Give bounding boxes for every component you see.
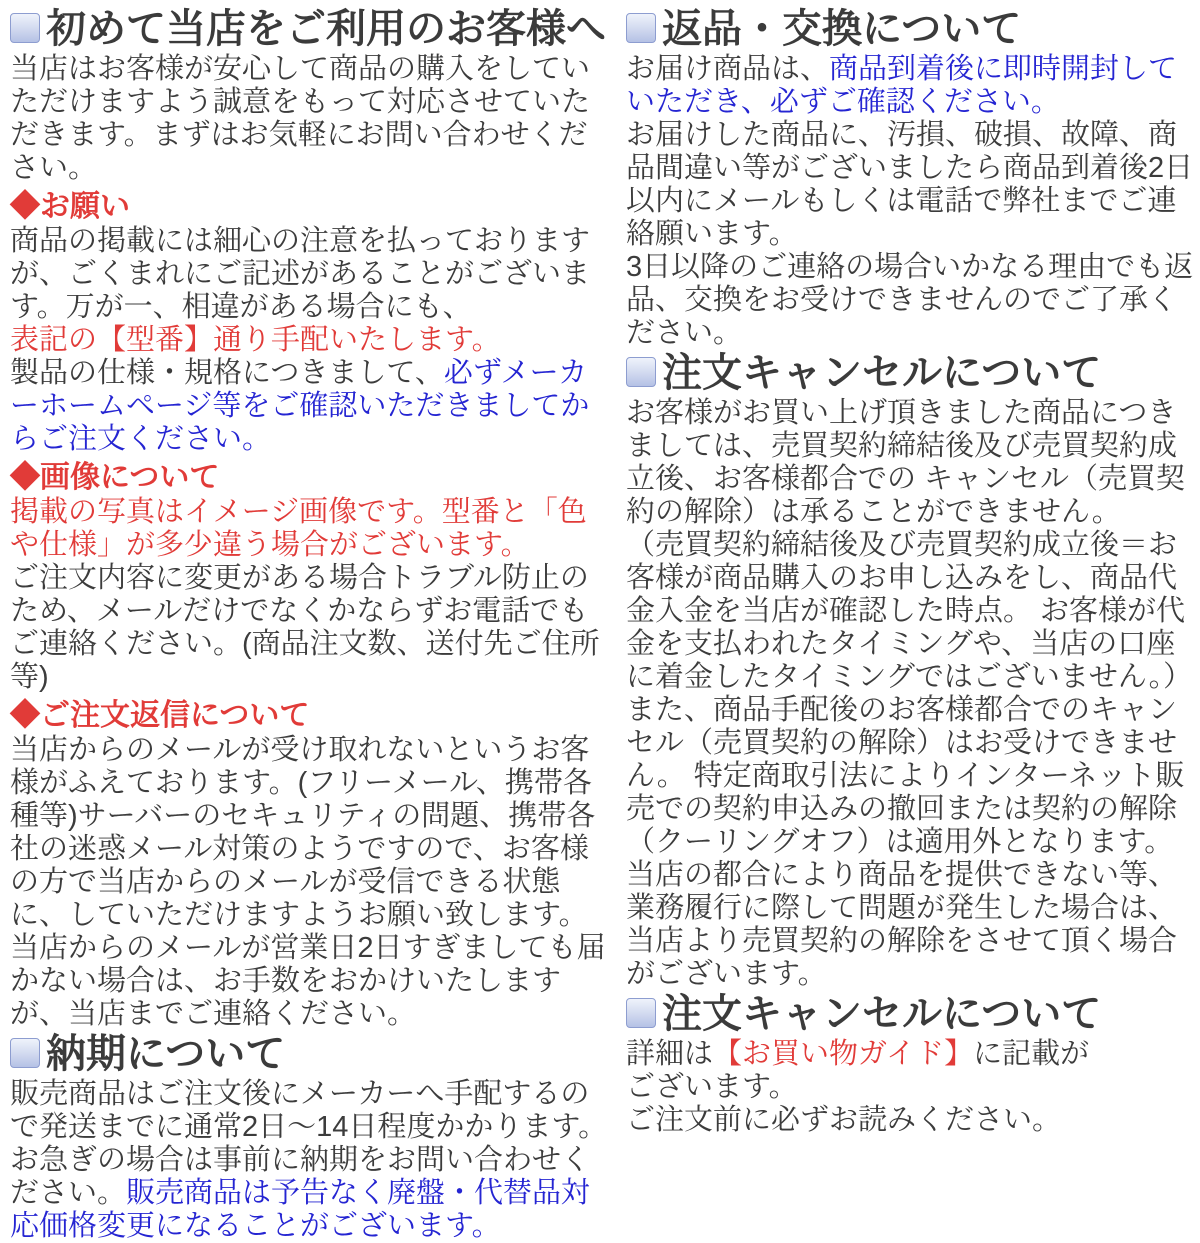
- text-segment: ご注文内容に変更がある場合トラブル防止のため、メールだけでなくかならずお電話でもご連絡ください。(商品注文数、送付先ご住所等): [10, 562, 600, 693]
- section-heading-text: 返品・交換について: [662, 7, 1022, 51]
- blue-square-icon: [10, 1038, 40, 1068]
- section-heading-text: 注文キャンセルについて: [662, 992, 1102, 1036]
- delivery-paragraph: [10, 1078, 610, 1243]
- text-segment: 販売商品はご注文後にメーカーへ手配するので発送までに通常2日～14日程度かかります。お急ぎの場合は事前に納期をお問い合わせください。: [10, 1078, 608, 1209]
- section-heading-images: ◆画像について: [10, 461, 220, 494]
- section-heading-delivery: [10, 1031, 610, 1078]
- cancel-paragraph-1: [626, 397, 1196, 529]
- cancel-paragraph-4: [626, 859, 1196, 991]
- returns-paragraph-3: [626, 251, 1196, 350]
- text-segment-blue: 販売商品は予告なく廃盤・代替品対応価格変更になることがございます。: [10, 1177, 591, 1242]
- right-column: [626, 6, 1196, 1243]
- text-segment: 当店からのメールが受け取れないというお客様がふえております。(フリーメール、携帯各種等)サーバーのセキュリティの問題、携帯各社の迷惑メール対策のようですので、お客様の方で当店からのメールが受信できる状態に、していただけますようお願い致します。当店からのメールが営業日2日すぎましても届かない場合は、お手数をおかけいたしますが、当店までご連絡ください。: [10, 734, 606, 1030]
- section-heading-returns: [626, 6, 1196, 53]
- text-segment: 3日以降のご連絡の場合いかなる理由でも返品、交換をお受けできませんのでご了承ください。: [626, 251, 1194, 349]
- text-segment: （売買契約締結後及び売買契約成立後＝お客様が商品購入のお申し込みをし、商品代金入金を当店が確認した時点。 お客様が代金を支払われたタイミングや、当店の口座に着金したタイミングではございません。）: [626, 529, 1193, 693]
- returns-paragraph-2: [626, 119, 1196, 251]
- blue-square-icon: [10, 13, 40, 43]
- blue-square-icon: [626, 13, 656, 43]
- text-segment: に記載が: [973, 1038, 1090, 1070]
- text-segment: ございます。: [626, 1071, 798, 1103]
- images-paragraph: [10, 496, 610, 694]
- cancel-paragraph-2: [626, 529, 1196, 694]
- text-segment: お客様がお買い上げ頂きました商品につきましては、売買契約締結後及び売買契約成立後、お客様都合での キャンセル（売買契約の解除）は承ることができません。: [626, 397, 1186, 528]
- text-segment-red: 【お買い物ガイド】: [713, 1038, 974, 1070]
- blue-square-icon: [626, 357, 656, 387]
- text-segment-blue: 必ずメーカーホームページ等をご確認いただきましてからご注文ください。: [10, 357, 590, 455]
- text-segment-red: 表記の【型番】通り手配いたします。: [10, 324, 501, 356]
- text-segment: ご注文前に必ずお読みください。: [626, 1104, 1062, 1136]
- text-segment: 詳細は: [626, 1038, 714, 1070]
- left-column: [10, 6, 610, 1243]
- text-segment: お届けした商品に、汚損、破損、故障、商品間違い等がございましたら商品到着後2日以内にメールもしくは電話で弊社までご連絡願います。: [626, 119, 1194, 250]
- text-segment: 当店の都合により商品を提供できない等、業務履行に際して問題が発生した場合は、当店より売買契約の解除をさせて頂く場合がございます。: [626, 859, 1178, 990]
- text-segment: 商品の掲載には細心の注意を払っておりますが、ごくまれにご記述があることがございます。万が一、相違がある場合にも、: [10, 225, 591, 323]
- section-heading-request: ◆お願い: [10, 190, 130, 223]
- section-heading-first-time: [10, 6, 610, 53]
- first-time-paragraph: [10, 53, 610, 185]
- text-segment: また、商品手配後のお客様都合でのキャンセル（売買契約の解除）はお受けできません。 特定商取引法によりインターネット販売での契約申込みの撤回または契約の解除（クーリングオフ）は適用外となります。: [626, 694, 1185, 858]
- order-reply-paragraph: [10, 734, 610, 1031]
- returns-paragraph-1: [626, 53, 1196, 119]
- section-heading-text: 納期について: [46, 1032, 286, 1076]
- request-paragraph: [10, 225, 610, 456]
- text-segment: お届け商品は、: [626, 53, 830, 85]
- section-heading-order-reply: ◆ご注文返信について: [10, 699, 310, 732]
- section-heading-text: 注文キャンセルについて: [662, 351, 1102, 395]
- text-segment: 製品の仕様・規格につきまして、: [10, 357, 444, 389]
- cancel-guide-paragraph: [626, 1038, 1196, 1137]
- section-heading-cancel-guide: [626, 991, 1196, 1038]
- text-segment-blue: 商品到着後に即時開封していただき、必ずご確認ください。: [626, 53, 1178, 118]
- section-heading-text: 初めて当店をご利用のお客様へ: [46, 7, 606, 51]
- text-segment-red: 掲載の写真はイメージ画像です。型番と「色や仕様」が多少違う場合がございます。: [10, 496, 587, 561]
- text-segment: 当店はお客様が安心して商品の購入をしていただけますよう誠意をもって対応させていただきます。まずはお気軽にお問い合わせください。: [10, 53, 591, 184]
- blue-square-icon: [626, 998, 656, 1028]
- section-heading-cancel: [626, 350, 1196, 397]
- cancel-paragraph-3: [626, 694, 1196, 859]
